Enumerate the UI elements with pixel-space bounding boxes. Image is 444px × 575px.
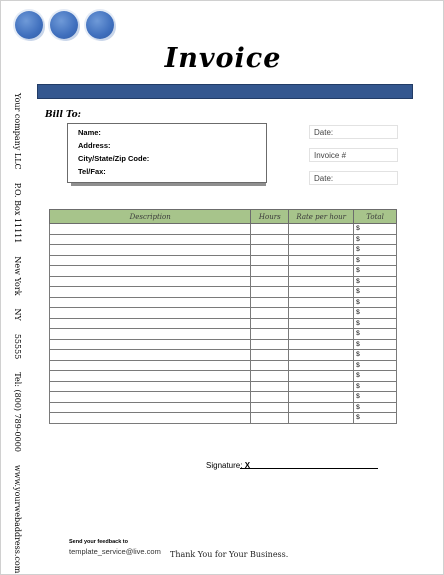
- hours-cell[interactable]: [251, 245, 289, 256]
- total-cell[interactable]: $: [354, 329, 397, 340]
- hours-cell[interactable]: [251, 371, 289, 382]
- table-row: [50, 308, 397, 319]
- total-cell[interactable]: $: [354, 371, 397, 382]
- total-cell[interactable]: $: [354, 234, 397, 245]
- total-cell[interactable]: $: [354, 318, 397, 329]
- rate-cell[interactable]: [289, 255, 354, 266]
- description-cell[interactable]: [50, 329, 251, 340]
- total-header: Total: [354, 210, 397, 224]
- table-row: [50, 392, 397, 403]
- rate-cell[interactable]: [289, 245, 354, 256]
- rate-header: Rate per hour: [289, 210, 354, 224]
- total-cell[interactable]: $: [354, 255, 397, 266]
- description-cell[interactable]: [50, 371, 251, 382]
- rate-cell[interactable]: [289, 381, 354, 392]
- signature-label-text: Signature:: [206, 461, 243, 470]
- total-cell[interactable]: $: [354, 287, 397, 298]
- invoice-title: Invoice: [164, 43, 282, 74]
- company-info-sidebar: [7, 93, 27, 574]
- description-cell[interactable]: [50, 402, 251, 413]
- date-field-1[interactable]: Date:: [309, 125, 398, 139]
- table-row: [50, 297, 397, 308]
- total-cell[interactable]: $: [354, 392, 397, 403]
- hours-cell[interactable]: [251, 329, 289, 340]
- hours-cell[interactable]: [251, 297, 289, 308]
- feedback-label: Send your feedback to: [69, 539, 128, 545]
- description-cell[interactable]: [50, 297, 251, 308]
- description-header: Description: [50, 210, 251, 224]
- hours-cell[interactable]: [251, 234, 289, 245]
- rate-cell[interactable]: [289, 350, 354, 361]
- description-cell[interactable]: [50, 245, 251, 256]
- total-cell[interactable]: $: [354, 224, 397, 235]
- decorative-circle-icon: [15, 11, 43, 39]
- description-cell[interactable]: [50, 381, 251, 392]
- rate-cell[interactable]: [289, 413, 354, 424]
- company-state: NY: [13, 308, 22, 321]
- description-cell[interactable]: [50, 224, 251, 235]
- rate-cell[interactable]: [289, 371, 354, 382]
- rate-cell[interactable]: [289, 308, 354, 319]
- table-row: [50, 402, 397, 413]
- hours-cell[interactable]: [251, 360, 289, 371]
- rate-cell[interactable]: [289, 266, 354, 277]
- table-row: [50, 381, 397, 392]
- description-cell[interactable]: [50, 234, 251, 245]
- signature-x-mark: X: [244, 461, 251, 470]
- date-field-2[interactable]: Date:: [309, 171, 398, 185]
- total-cell[interactable]: $: [354, 350, 397, 361]
- line-items-body: [50, 224, 397, 424]
- rate-cell[interactable]: [289, 329, 354, 340]
- description-cell[interactable]: [50, 287, 251, 298]
- rate-cell[interactable]: [289, 318, 354, 329]
- hours-cell[interactable]: [251, 308, 289, 319]
- hours-cell[interactable]: [251, 266, 289, 277]
- hours-cell[interactable]: [251, 276, 289, 287]
- thank-you-note: Thank You for Your Business.: [170, 550, 289, 559]
- total-cell[interactable]: $: [354, 266, 397, 277]
- description-cell[interactable]: [50, 318, 251, 329]
- hours-header: Hours: [251, 210, 289, 224]
- total-cell[interactable]: $: [354, 245, 397, 256]
- table-row: [50, 255, 397, 266]
- hours-cell[interactable]: [251, 318, 289, 329]
- rate-cell[interactable]: [289, 234, 354, 245]
- bill-to-name-label: Name:: [78, 128, 101, 137]
- hours-cell[interactable]: [251, 392, 289, 403]
- total-cell[interactable]: $: [354, 413, 397, 424]
- rate-cell[interactable]: [289, 339, 354, 350]
- hours-cell[interactable]: [251, 402, 289, 413]
- rate-cell[interactable]: [289, 297, 354, 308]
- company-website: www.yourwebaddress.com: [13, 464, 22, 574]
- hours-cell[interactable]: [251, 255, 289, 266]
- bill-to-box[interactable]: [67, 123, 267, 183]
- hours-cell[interactable]: [251, 287, 289, 298]
- table-row: [50, 371, 397, 382]
- description-cell[interactable]: [50, 350, 251, 361]
- company-zip: 55555: [13, 333, 22, 360]
- hours-cell[interactable]: [251, 339, 289, 350]
- rate-cell[interactable]: [289, 402, 354, 413]
- invoice-number-field[interactable]: Invoice #: [309, 148, 398, 162]
- total-cell[interactable]: $: [354, 297, 397, 308]
- line-items-table: [49, 209, 397, 424]
- description-cell[interactable]: [50, 308, 251, 319]
- table-row: [50, 329, 397, 340]
- description-cell[interactable]: [50, 266, 251, 277]
- table-row: [50, 224, 397, 235]
- table-row: [50, 276, 397, 287]
- signature-line[interactable]: [240, 468, 378, 469]
- description-cell[interactable]: [50, 255, 251, 266]
- table-row: [50, 318, 397, 329]
- description-cell[interactable]: [50, 360, 251, 371]
- rate-cell[interactable]: [289, 392, 354, 403]
- total-cell[interactable]: $: [354, 339, 397, 350]
- description-cell[interactable]: [50, 392, 251, 403]
- decorative-circle-icon: [86, 11, 114, 39]
- total-cell[interactable]: $: [354, 276, 397, 287]
- bill-to-label: Bill To:: [45, 110, 81, 120]
- company-name: Your company LLC: [13, 93, 22, 170]
- table-row: [50, 234, 397, 245]
- hours-cell[interactable]: [251, 381, 289, 392]
- decorative-circle-icon: [50, 11, 78, 39]
- hours-cell[interactable]: [251, 350, 289, 361]
- hours-cell[interactable]: [251, 413, 289, 424]
- company-phone: Tel: (800) 789-0000: [13, 372, 22, 452]
- rate-cell[interactable]: [289, 276, 354, 287]
- table-row: [50, 339, 397, 350]
- table-row: [50, 287, 397, 298]
- company-city: New York: [13, 256, 22, 296]
- description-cell[interactable]: [50, 339, 251, 350]
- table-row: [50, 413, 397, 424]
- rate-cell[interactable]: [289, 287, 354, 298]
- feedback-email[interactable]: template_service@live.com: [69, 547, 161, 556]
- table-row: [50, 360, 397, 371]
- total-cell[interactable]: $: [354, 381, 397, 392]
- rate-cell[interactable]: [289, 224, 354, 235]
- rate-cell[interactable]: [289, 360, 354, 371]
- hours-cell[interactable]: [251, 224, 289, 235]
- total-cell[interactable]: $: [354, 402, 397, 413]
- table-row: [50, 350, 397, 361]
- description-cell[interactable]: [50, 413, 251, 424]
- bill-to-city-label: City/State/Zip Code:: [78, 154, 150, 163]
- table-header-row: [50, 210, 397, 224]
- bill-to-address-label: Address:: [78, 141, 111, 150]
- total-cell[interactable]: $: [354, 360, 397, 371]
- bill-to-tel-label: Tel/Fax:: [78, 167, 106, 176]
- company-po-box: P.O. Box 11111: [13, 182, 22, 244]
- description-cell[interactable]: [50, 276, 251, 287]
- table-row: [50, 266, 397, 277]
- table-row: [50, 245, 397, 256]
- total-cell[interactable]: $: [354, 308, 397, 319]
- company-info-text: [8, 93, 22, 574]
- header-bar: [37, 84, 413, 99]
